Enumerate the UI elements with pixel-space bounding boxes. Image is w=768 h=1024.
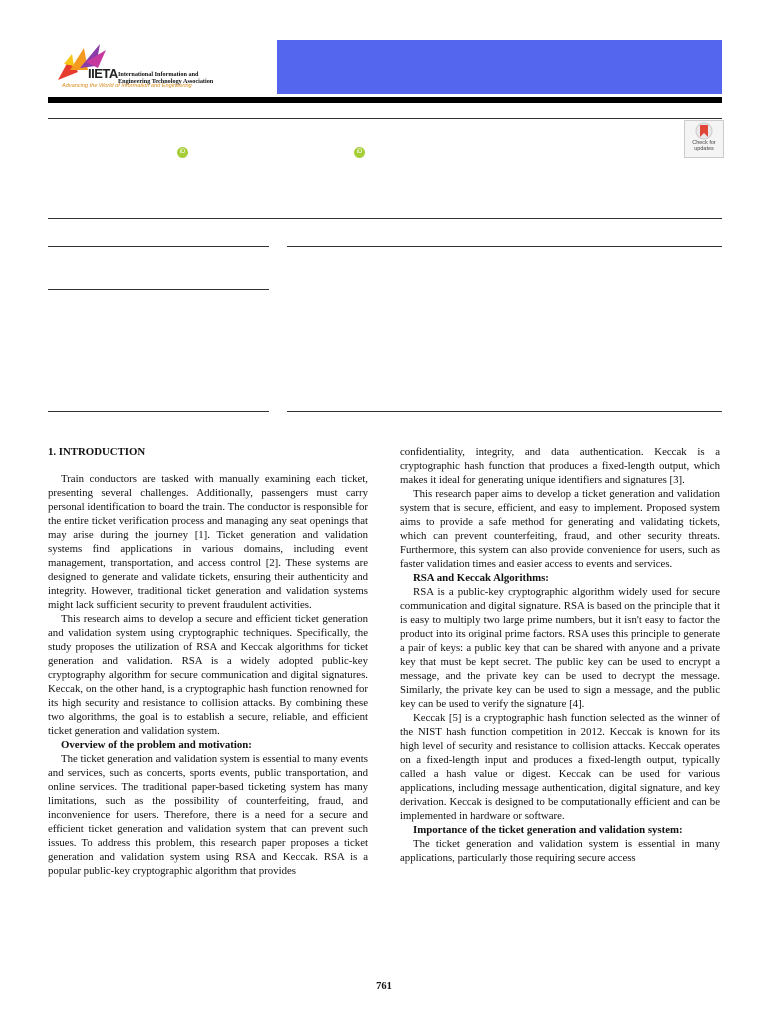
abstract-rule	[287, 246, 722, 247]
title-rule-top	[48, 118, 722, 119]
subheading: RSA and Keccak Algorithms:	[413, 572, 549, 584]
right-column	[400, 445, 720, 865]
journal-banner	[277, 40, 722, 94]
abstract-rule-bottom	[287, 411, 722, 412]
keywords-rule	[48, 289, 269, 290]
subheading: Importance of the ticket generation and validation system:	[413, 824, 683, 836]
intro-paragraph: Train conductors are tasked with manually examining each ticket, presenting several challenges. Additionally, passengers must carry personal identification to board the train. The conductor is responsible for the entire ticket verification process and managing any seat openings that may arise during the journey [1]. Ticket generation and validation systems find applications in various domains, including event management, transportation, and access control [2]. These systems are designed to generate and validate tickets, ensuring their authenticity and integrity. However, traditional ticket generation and validation systems might lack sufficient security to prevent fraudulent activities.	[48, 473, 368, 611]
body-paragraph: Keccak [5] is a cryptographic hash function selected as the winner of the NIST hash function competition in 2012. Keccak is known for its high level of security and resistance to collision attacks. Keccak operates on a fixed-length input and produces a fixed-length output, typically called a hash value or digest. Keccak can be used for various applications, including message authentication, digital signature, and key derivation. Keccak is designed to be computationally efficient and can be implemented in hardware or software.	[400, 712, 720, 822]
orcid-icon[interactable]: iD	[177, 147, 188, 158]
bookmark-icon	[685, 121, 723, 141]
article-info-rule-bottom	[48, 411, 269, 412]
publisher-name-line1: International Information and	[118, 71, 199, 78]
body-paragraph: RSA is a public-key cryptographic algorithm widely used for secure communication and digital signature. RSA is based on the principle that it is easy to multiply two large prime numbers, but it isn't easy to factor the product into its original prime factors. RSA uses this principle to generate a pair of keys: a public key that can be shared with anyone and a private key that must be kept secret. The public key can be used to encrypt a message, and the private key can be used to decrypt the message. Similarly, the private key can be used to sign a message, and the public key can be used to verify the signature [4].	[400, 586, 720, 710]
paragraph-continuation: confidentiality, integrity, and data authentication. Keccak is a cryptographic hash function that produces a fixed-length output, which makes it ideal for generating unique identifiers and signatures [3].	[400, 446, 720, 486]
publisher-name-line2: Engineering Technology Association	[118, 77, 214, 85]
publisher-abbr: IIETA	[88, 66, 118, 81]
body-paragraph: The ticket generation and validation system is essential in many applications, particularly those requiring secure access	[400, 838, 720, 864]
check-updates-line1: Check for	[692, 140, 716, 146]
check-updates-line2: updates	[694, 146, 714, 152]
intro-paragraph: This research aims to develop a secure and efficient ticket generation and validation system using cryptographic techniques. Specifically, the study proposes the utilization of RSA and Keccak algorithms for ticket generation and validation. RSA is a widely adopted public-key cryptography algorithm for secure communication and digital signatures. Keccak, on the other hand, is a cryptographic hash function renowned for its high security and resistance to collision attacks. By combining these two algorithms, the goal is to establish a secure, reliable, and efficient ticket generation and validation system.	[48, 613, 368, 737]
intro-paragraph: The ticket generation and validation system is essential to many events and services, such as concerts, sports events, public transportation, and online services. The traditional paper-based ticketing system has many limitations, such as the possibility of counterfeiting, fraud, and inconvenience for users. Therefore, there is a need for a secure and efficient ticket generation and validation system that can prevent such issues. To address this problem, this research paper proposes a ticket generation and validation system using RSA and Keccak. RSA is a popular public-key cryptographic algorithm that provides	[48, 753, 368, 877]
orcid-icon[interactable]: iD	[354, 147, 365, 158]
subheading: Overview of the problem and motivation:	[61, 739, 252, 751]
check-for-updates-label	[684, 140, 724, 152]
title-rule-bottom	[48, 218, 722, 219]
header-rule	[48, 97, 722, 103]
article-info-rule	[48, 246, 269, 247]
publisher-tagline: Advancing the World of Information and Engineering	[62, 83, 192, 89]
body-paragraph: This research paper aims to develop a ticket generation and validation system that is secure, efficient, and easy to implement. Proposed system aims to provide a safe method for generating and validating tickets, which can prevent counterfeiting, fraud, and other security threats. Furthermore, this system can also provide convenience for users, such as faster validation times and easier access to events and services.	[400, 488, 720, 570]
page-number: 761	[376, 981, 392, 992]
section-title: 1. INTRODUCTION	[48, 446, 146, 458]
check-for-updates-button[interactable]	[684, 120, 724, 158]
left-column	[48, 445, 368, 878]
